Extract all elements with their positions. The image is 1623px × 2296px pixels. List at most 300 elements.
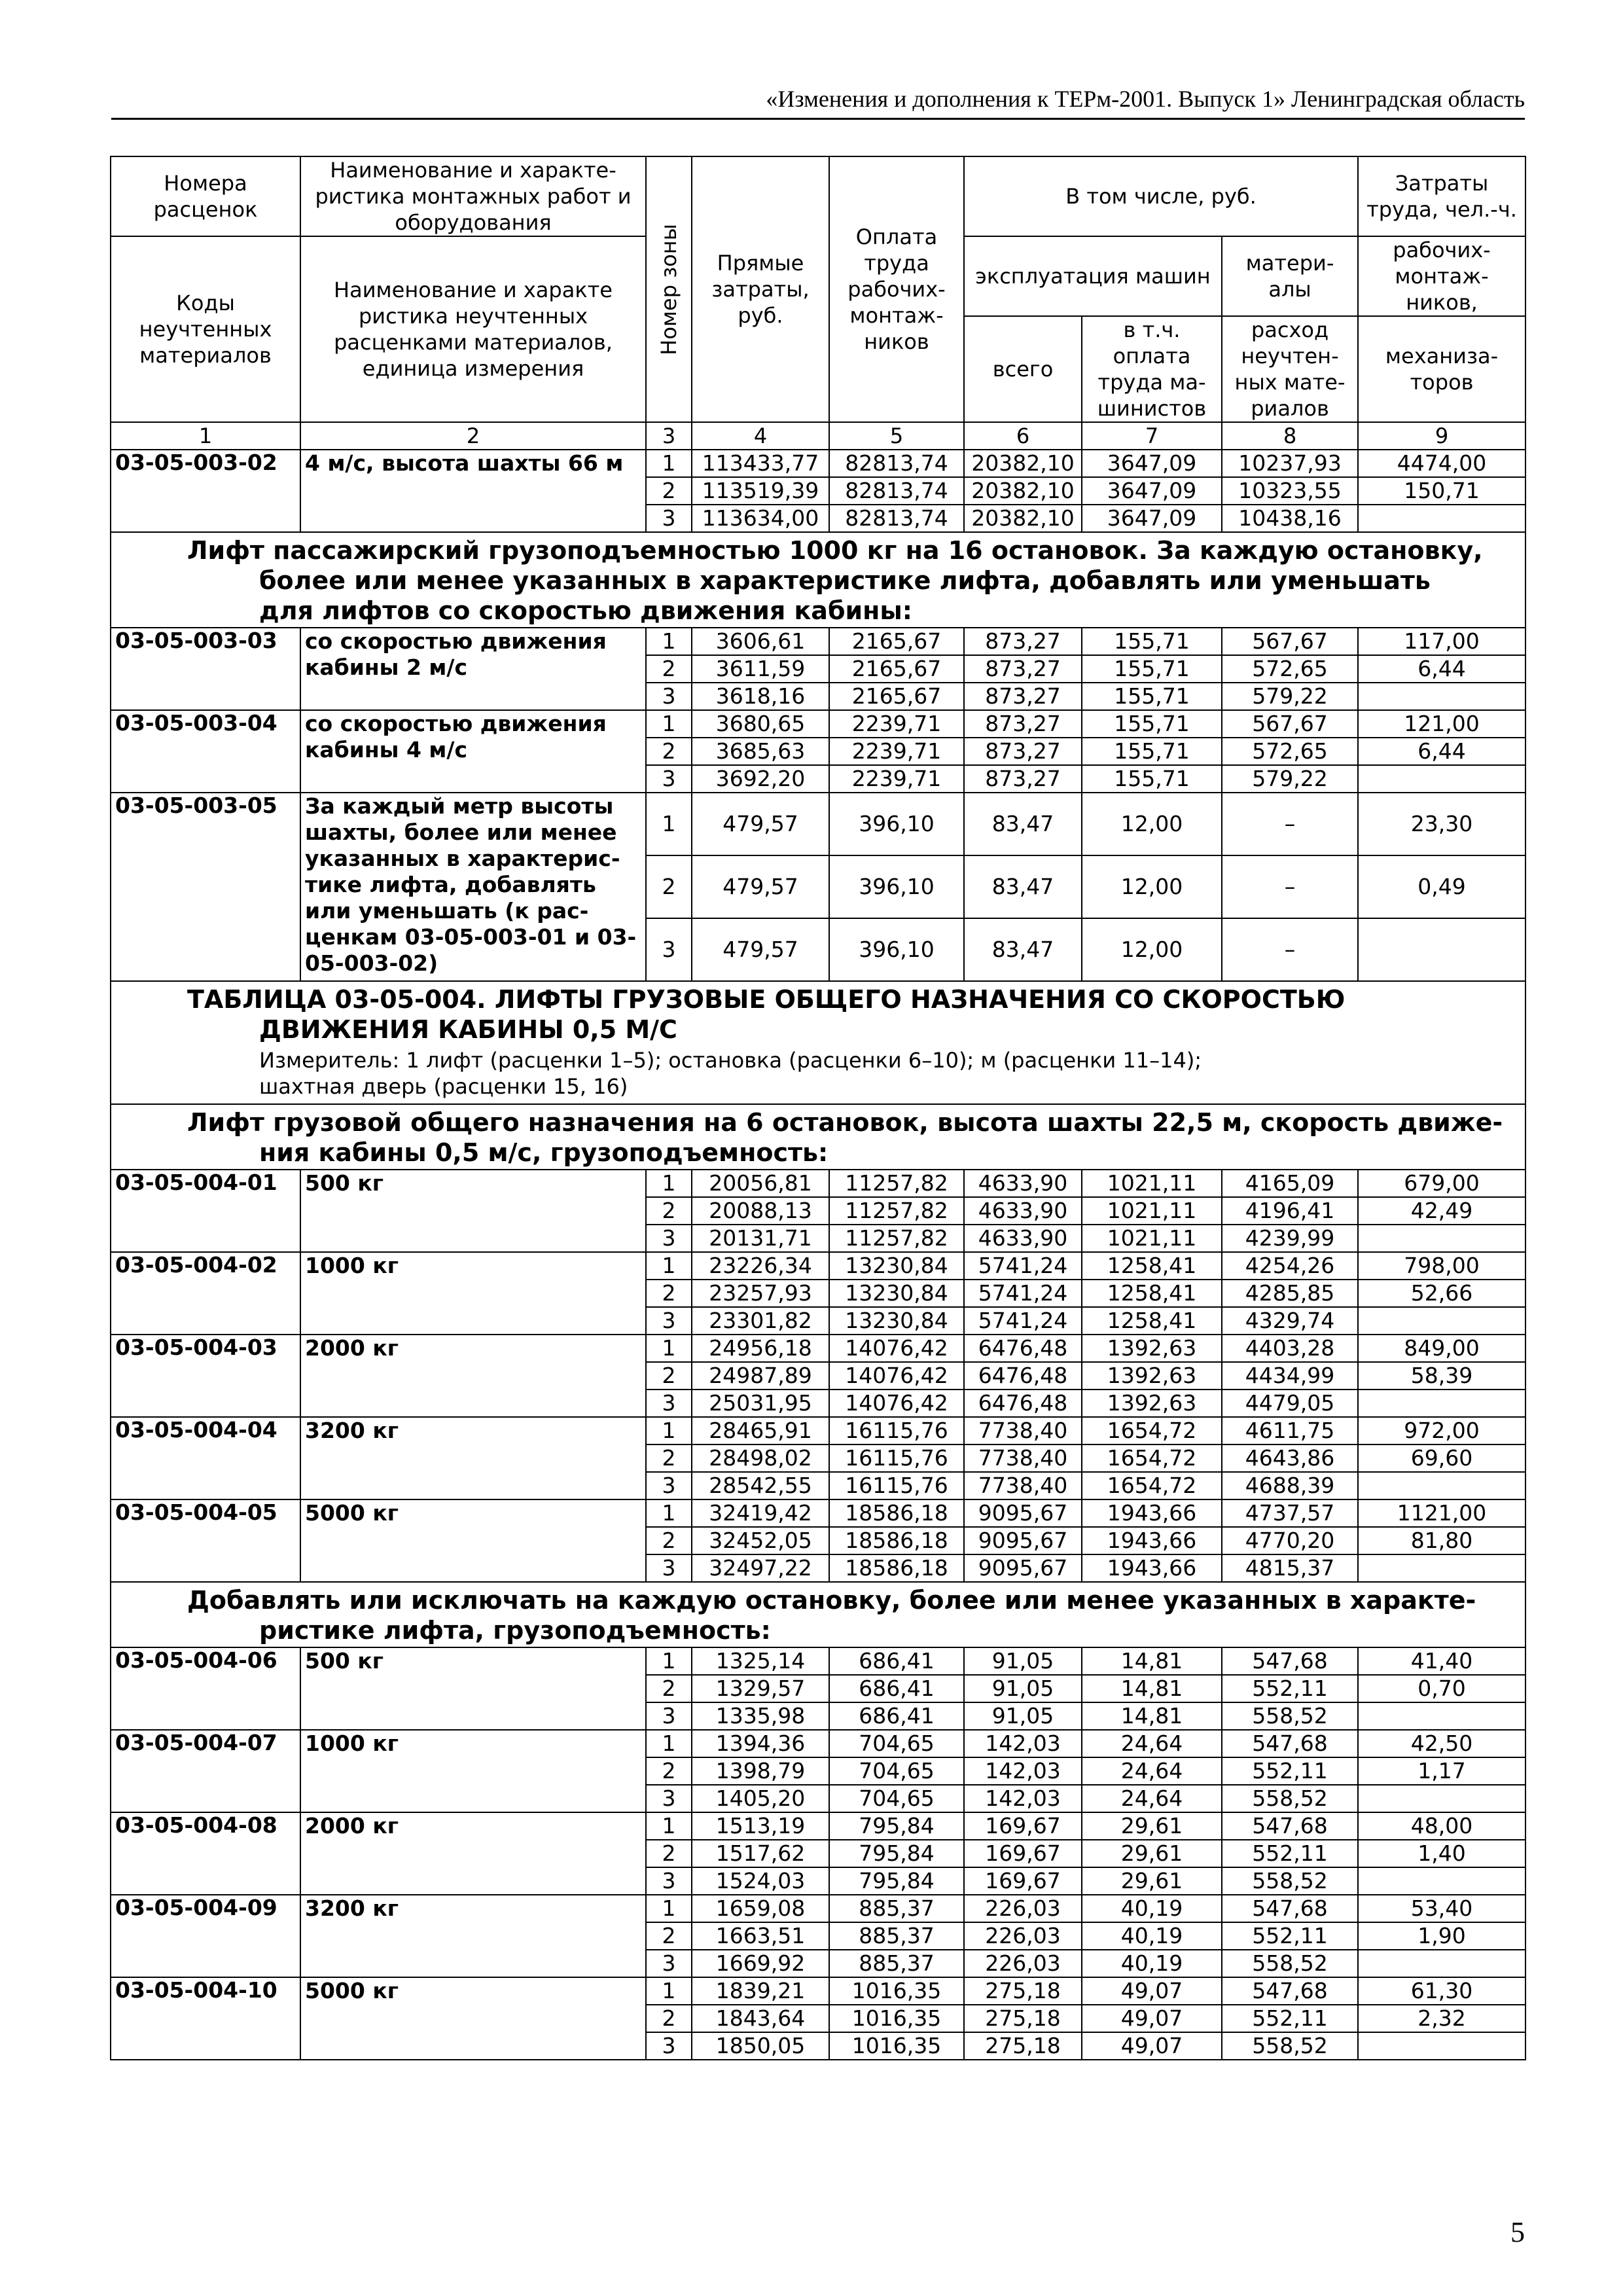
zone-number: 3 <box>646 1225 692 1252</box>
value-cell: 10237,93 <box>1222 450 1358 477</box>
value-cell: 14076,42 <box>829 1335 964 1362</box>
value-cell: 14076,42 <box>829 1362 964 1390</box>
value-cell: 155,71 <box>1082 738 1222 765</box>
value-cell: 16115,76 <box>829 1417 964 1444</box>
value-cell: 4434,99 <box>1222 1362 1358 1390</box>
header-direct: Прямые затраты, руб. <box>692 156 829 422</box>
value-cell: 1943,66 <box>1082 1499 1222 1527</box>
value-cell: 6,44 <box>1358 655 1525 683</box>
column-number: 3 <box>646 422 692 450</box>
value-cell: 1021,11 <box>1082 1197 1222 1225</box>
value-cell: 4285,85 <box>1222 1280 1358 1307</box>
value-cell: 1021,11 <box>1082 1170 1222 1197</box>
value-cell: 552,11 <box>1222 2005 1358 2032</box>
value-cell: 49,07 <box>1082 2032 1222 2060</box>
rate-name: 1000 кг <box>300 1252 646 1335</box>
table-row <box>111 1417 1525 1444</box>
value-cell: 795,84 <box>829 1867 964 1895</box>
rate-code: 03-05-004-05 <box>111 1499 300 1582</box>
value-cell: 2165,67 <box>829 683 964 710</box>
value-cell: 873,27 <box>964 683 1082 710</box>
value-cell: 1258,41 <box>1082 1280 1222 1307</box>
value-cell: 1850,05 <box>692 2032 829 2060</box>
value-cell: 20382,10 <box>964 450 1082 477</box>
header-materials: матери-алы <box>1222 236 1358 316</box>
value-cell: 155,71 <box>1082 655 1222 683</box>
value-cell: 4196,41 <box>1222 1197 1358 1225</box>
value-cell: 142,03 <box>964 1757 1082 1785</box>
value-cell <box>1358 1225 1525 1252</box>
rate-code: 03-05-004-08 <box>111 1812 300 1895</box>
section-line: ДВИЖЕНИЯ КАБИНЫ 0,5 М/С <box>259 1015 677 1044</box>
zone-number: 1 <box>646 793 692 855</box>
section-line: Лифт пассажирский грузоподъемностью 1000 кг на 16 остановок. За каждую остановку, <box>187 536 1483 565</box>
value-cell: 704,65 <box>829 1785 964 1812</box>
value-cell: 1392,63 <box>1082 1390 1222 1417</box>
value-cell: 226,03 <box>964 1950 1082 1977</box>
value-cell: 873,27 <box>964 765 1082 793</box>
value-cell: 49,07 <box>1082 1977 1222 2005</box>
value-cell: 32419,42 <box>692 1499 829 1527</box>
value-cell: 1398,79 <box>692 1757 829 1785</box>
value-cell: 795,84 <box>829 1812 964 1840</box>
value-cell: 4165,09 <box>1222 1170 1358 1197</box>
rate-code: 03-05-003-02 <box>111 450 300 532</box>
table-row <box>111 1170 1525 1197</box>
table-row <box>111 628 1525 655</box>
value-cell: 2239,71 <box>829 738 964 765</box>
rate-code: 03-05-004-04 <box>111 1417 300 1499</box>
zone-number: 3 <box>646 765 692 793</box>
section-line: Добавлять или исключать на каждую остановку, более или менее указанных в характе- <box>187 1586 1476 1615</box>
value-cell: 1654,72 <box>1082 1472 1222 1499</box>
value-cell: 226,03 <box>964 1922 1082 1950</box>
rate-name: За каждый метр высоты шахты, более или менее указанных в характерис-тике лифта, добавлять или уменьшать (к рас-ценкам 03-05-003-01 и 03-05-003-02) <box>300 793 646 981</box>
zone-number: 3 <box>646 1950 692 1977</box>
value-cell: 558,52 <box>1222 2032 1358 2060</box>
zone-number: 2 <box>646 1362 692 1390</box>
value-cell: 0,70 <box>1358 1675 1525 1702</box>
value-cell: 14,81 <box>1082 1647 1222 1675</box>
value-cell: 14,81 <box>1082 1675 1222 1702</box>
value-cell: 1943,66 <box>1082 1554 1222 1582</box>
value-cell: 24,64 <box>1082 1757 1222 1785</box>
value-cell: 83,47 <box>964 918 1082 981</box>
value-cell <box>1358 683 1525 710</box>
value-cell: 849,00 <box>1358 1335 1525 1362</box>
header-unaccounted: расход неучтен-ных мате-риалов <box>1222 316 1358 422</box>
column-number: 6 <box>964 422 1082 450</box>
value-cell: 798,00 <box>1358 1252 1525 1280</box>
table-row <box>111 1977 1525 2005</box>
value-cell: 1663,51 <box>692 1922 829 1950</box>
value-cell: 547,68 <box>1222 1977 1358 2005</box>
value-cell: 10438,16 <box>1222 505 1358 532</box>
header-wages: Оплата труда рабочих-монтаж-ников <box>829 156 964 422</box>
rate-name: со скоростью движения кабины 4 м/с <box>300 710 646 793</box>
rate-code: 03-05-004-06 <box>111 1647 300 1730</box>
value-cell: 1394,36 <box>692 1730 829 1757</box>
zone-number: 2 <box>646 1922 692 1950</box>
value-cell: 1,17 <box>1358 1757 1525 1785</box>
zone-label: Номер зоны <box>656 223 681 355</box>
value-cell: 0,49 <box>1358 855 1525 918</box>
value-cell: 121,00 <box>1358 710 1525 738</box>
header-codes: Номера расценок <box>111 156 300 236</box>
zone-number: 2 <box>646 1527 692 1554</box>
table-row <box>111 710 1525 738</box>
value-cell: 1654,72 <box>1082 1444 1222 1472</box>
value-cell: 4474,00 <box>1358 450 1525 477</box>
header-machines: эксплуатация машин <box>964 236 1222 316</box>
value-cell: 40,19 <box>1082 1922 1222 1950</box>
value-cell: 1,40 <box>1358 1840 1525 1867</box>
value-cell: 13230,84 <box>829 1252 964 1280</box>
table-row <box>111 1730 1525 1757</box>
header-labor: Затраты труда, чел.-ч. <box>1358 156 1525 236</box>
measure-unit-line: шахтная дверь (расценки 15, 16) <box>259 1074 628 1099</box>
value-cell: 81,80 <box>1358 1527 1525 1554</box>
value-cell: 155,71 <box>1082 765 1222 793</box>
rate-name: 3200 кг <box>300 1417 646 1499</box>
value-cell: 572,65 <box>1222 655 1358 683</box>
value-cell: 113519,39 <box>692 477 829 505</box>
value-cell: 4633,90 <box>964 1197 1082 1225</box>
value-cell: 4633,90 <box>964 1170 1082 1197</box>
value-cell: 2,32 <box>1358 2005 1525 2032</box>
table-row <box>111 1335 1525 1362</box>
section-line: ния кабины 0,5 м/с, грузоподъемность: <box>259 1138 829 1167</box>
value-cell: 24,64 <box>1082 1785 1222 1812</box>
value-cell: 686,41 <box>829 1647 964 1675</box>
zone-number: 1 <box>646 1499 692 1527</box>
value-cell: 113433,77 <box>692 450 829 477</box>
value-cell <box>1358 505 1525 532</box>
zone-number: 2 <box>646 1840 692 1867</box>
value-cell: 558,52 <box>1222 1785 1358 1812</box>
value-cell <box>1358 1702 1525 1730</box>
zone-number: 1 <box>646 628 692 655</box>
value-cell: 558,52 <box>1222 1702 1358 1730</box>
zone-number: 2 <box>646 1675 692 1702</box>
value-cell <box>1358 1867 1525 1895</box>
zone-number: 3 <box>646 1390 692 1417</box>
running-header: «Изменения и дополнения к ТЕРм-2001. Выпуск 1» Ленинградская область <box>111 85 1525 120</box>
rate-code: 03-05-004-09 <box>111 1895 300 1977</box>
value-cell: 1325,14 <box>692 1647 829 1675</box>
value-cell: 24987,89 <box>692 1362 829 1390</box>
value-cell: 795,84 <box>829 1840 964 1867</box>
value-cell <box>1358 1390 1525 1417</box>
rate-name: 5000 кг <box>300 1977 646 2060</box>
rate-code: 03-05-004-10 <box>111 1977 300 2060</box>
value-cell: 1943,66 <box>1082 1527 1222 1554</box>
value-cell: 547,68 <box>1222 1812 1358 1840</box>
value-cell <box>1358 2032 1525 2060</box>
value-cell: 40,19 <box>1082 1895 1222 1922</box>
value-cell: 82813,74 <box>829 450 964 477</box>
rate-name: 2000 кг <box>300 1812 646 1895</box>
value-cell: 4688,39 <box>1222 1472 1358 1499</box>
value-cell: 52,66 <box>1358 1280 1525 1307</box>
value-cell <box>1358 1307 1525 1335</box>
value-cell: 885,37 <box>829 1950 964 1977</box>
value-cell: 1517,62 <box>692 1840 829 1867</box>
header-zone <box>646 156 692 422</box>
zone-number: 3 <box>646 2032 692 2060</box>
value-cell <box>1358 1472 1525 1499</box>
zone-number: 1 <box>646 1170 692 1197</box>
value-cell: 1392,63 <box>1082 1335 1222 1362</box>
zone-number: 3 <box>646 1554 692 1582</box>
rate-code: 03-05-003-04 <box>111 710 300 793</box>
zone-number: 3 <box>646 1867 692 1895</box>
value-cell: 396,10 <box>829 918 964 981</box>
zone-number: 3 <box>646 1785 692 1812</box>
value-cell: 1669,92 <box>692 1950 829 1977</box>
value-cell: 9095,67 <box>964 1554 1082 1582</box>
header-mech: механиза-торов <box>1358 316 1525 422</box>
value-cell: 4643,86 <box>1222 1444 1358 1472</box>
value-cell: 226,03 <box>964 1895 1082 1922</box>
value-cell: 83,47 <box>964 793 1082 855</box>
rate-name: 5000 кг <box>300 1499 646 1582</box>
value-cell: 9095,67 <box>964 1499 1082 1527</box>
zone-number: 1 <box>646 1895 692 1922</box>
value-cell: 1839,21 <box>692 1977 829 2005</box>
value-cell: 42,50 <box>1358 1730 1525 1757</box>
section-line: более или менее указанных в характеристике лифта, добавлять или уменьшать <box>259 566 1431 595</box>
value-cell: 29,61 <box>1082 1867 1222 1895</box>
header-incl-wages: в т.ч. оплата труда ма-шинистов <box>1082 316 1222 422</box>
zone-number: 2 <box>646 1757 692 1785</box>
value-cell: 552,11 <box>1222 1757 1358 1785</box>
value-cell: 4329,74 <box>1222 1307 1358 1335</box>
zone-number: 3 <box>646 1472 692 1499</box>
value-cell: 1121,00 <box>1358 1499 1525 1527</box>
zone-number: 1 <box>646 1647 692 1675</box>
rate-code: 03-05-004-07 <box>111 1730 300 1812</box>
value-cell: 1021,11 <box>1082 1225 1222 1252</box>
section-heading <box>111 1104 1525 1170</box>
value-cell: 579,22 <box>1222 683 1358 710</box>
value-cell: 704,65 <box>829 1757 964 1785</box>
zone-number: 1 <box>646 1252 692 1280</box>
value-cell <box>1358 1950 1525 1977</box>
value-cell: 2239,71 <box>829 710 964 738</box>
value-cell: 6476,48 <box>964 1335 1082 1362</box>
value-cell: 29,61 <box>1082 1840 1222 1867</box>
zone-number: 2 <box>646 855 692 918</box>
value-cell: 686,41 <box>829 1702 964 1730</box>
value-cell: 4633,90 <box>964 1225 1082 1252</box>
value-cell: 6476,48 <box>964 1390 1082 1417</box>
value-cell: 885,37 <box>829 1922 964 1950</box>
value-cell: 1513,19 <box>692 1812 829 1840</box>
zone-number: 2 <box>646 655 692 683</box>
section-heading <box>111 532 1525 628</box>
page-number: 5 <box>1510 2216 1525 2248</box>
section-line: ТАБЛИЦА 03-05-004. ЛИФТЫ ГРУЗОВЫЕ ОБЩЕГО НАЗНАЧЕНИЯ СО СКОРОСТЬЮ <box>187 985 1346 1014</box>
value-cell: 1016,35 <box>829 2032 964 2060</box>
table-row <box>111 450 1525 477</box>
value-cell: 53,40 <box>1358 1895 1525 1922</box>
rate-code: 03-05-004-01 <box>111 1170 300 1252</box>
zone-number: 2 <box>646 2005 692 2032</box>
value-cell: 479,57 <box>692 855 829 918</box>
value-cell: 18586,18 <box>829 1554 964 1582</box>
value-cell: 4737,57 <box>1222 1499 1358 1527</box>
value-cell: 12,00 <box>1082 918 1222 981</box>
value-cell: 4815,37 <box>1222 1554 1358 1582</box>
zone-number: 3 <box>646 918 692 981</box>
zone-number: 3 <box>646 1702 692 1730</box>
rate-name: 2000 кг <box>300 1335 646 1417</box>
rate-code: 03-05-003-03 <box>111 628 300 710</box>
value-cell: 6,44 <box>1358 738 1525 765</box>
column-number: 5 <box>829 422 964 450</box>
zone-number: 2 <box>646 1280 692 1307</box>
zone-number: 2 <box>646 1197 692 1225</box>
value-cell: 113634,00 <box>692 505 829 532</box>
value-cell: 9095,67 <box>964 1527 1082 1554</box>
value-cell: 169,67 <box>964 1840 1082 1867</box>
value-cell: 91,05 <box>964 1702 1082 1730</box>
value-cell: 20088,13 <box>692 1197 829 1225</box>
value-cell: 91,05 <box>964 1675 1082 1702</box>
value-cell: 5741,24 <box>964 1280 1082 1307</box>
section-line: для лифтов со скоростью движения кабины: <box>259 596 912 625</box>
value-cell: – <box>1222 855 1358 918</box>
zone-number: 1 <box>646 710 692 738</box>
table-row <box>111 1647 1525 1675</box>
value-cell: 32497,22 <box>692 1554 829 1582</box>
value-cell: 558,52 <box>1222 1950 1358 1977</box>
value-cell: 1016,35 <box>829 2005 964 2032</box>
value-cell: 3647,09 <box>1082 450 1222 477</box>
value-cell: 83,47 <box>964 855 1082 918</box>
value-cell: 5741,24 <box>964 1307 1082 1335</box>
value-cell: 142,03 <box>964 1730 1082 1757</box>
value-cell: 25031,95 <box>692 1390 829 1417</box>
value-cell: 572,65 <box>1222 738 1358 765</box>
value-cell: 4770,20 <box>1222 1527 1358 1554</box>
zone-number: 1 <box>646 1812 692 1840</box>
value-cell: 3685,63 <box>692 738 829 765</box>
value-cell: 155,71 <box>1082 628 1222 655</box>
value-cell: 275,18 <box>964 2005 1082 2032</box>
value-cell: 28542,55 <box>692 1472 829 1499</box>
value-cell: – <box>1222 918 1358 981</box>
value-cell: 885,37 <box>829 1895 964 1922</box>
value-cell: 24,64 <box>1082 1730 1222 1757</box>
value-cell: 275,18 <box>964 2032 1082 2060</box>
table-row <box>111 793 1525 855</box>
value-cell: 547,68 <box>1222 1730 1358 1757</box>
value-cell: 48,00 <box>1358 1812 1525 1840</box>
value-cell: 23,30 <box>1358 793 1525 855</box>
header-workers: рабочих-монтаж-ников, <box>1358 236 1525 316</box>
rate-name: 1000 кг <box>300 1730 646 1812</box>
value-cell: 91,05 <box>964 1647 1082 1675</box>
zone-number: 1 <box>646 1335 692 1362</box>
value-cell: – <box>1222 793 1358 855</box>
value-cell: 2239,71 <box>829 765 964 793</box>
value-cell: 13230,84 <box>829 1307 964 1335</box>
header-name-sub: Наименование и характе ристика неучтенных расценками материалов, единица измерения <box>300 236 646 422</box>
value-cell: 552,11 <box>1222 1675 1358 1702</box>
value-cell: 972,00 <box>1358 1417 1525 1444</box>
value-cell: 567,67 <box>1222 710 1358 738</box>
value-cell: 479,57 <box>692 918 829 981</box>
rate-name: 500 кг <box>300 1170 646 1252</box>
value-cell: 4479,05 <box>1222 1390 1358 1417</box>
value-cell: 82813,74 <box>829 477 964 505</box>
value-cell: 1843,64 <box>692 2005 829 2032</box>
value-cell: 396,10 <box>829 855 964 918</box>
zone-number: 2 <box>646 1444 692 1472</box>
column-number: 4 <box>692 422 829 450</box>
value-cell: 6476,48 <box>964 1362 1082 1390</box>
value-cell: 11257,82 <box>829 1170 964 1197</box>
value-cell: 32452,05 <box>692 1527 829 1554</box>
zone-number: 3 <box>646 1307 692 1335</box>
value-cell: 11257,82 <box>829 1197 964 1225</box>
value-cell: 4254,26 <box>1222 1252 1358 1280</box>
value-cell: 169,67 <box>964 1812 1082 1840</box>
value-cell: 20382,10 <box>964 477 1082 505</box>
value-cell: 3647,09 <box>1082 505 1222 532</box>
value-cell: 40,19 <box>1082 1950 1222 1977</box>
value-cell: 20056,81 <box>692 1170 829 1197</box>
value-cell: 41,40 <box>1358 1647 1525 1675</box>
header-total: всего <box>964 316 1082 422</box>
zone-number: 2 <box>646 738 692 765</box>
value-cell: 13230,84 <box>829 1280 964 1307</box>
value-cell: 155,71 <box>1082 710 1222 738</box>
column-number: 7 <box>1082 422 1222 450</box>
measure-unit-line: Измеритель: 1 лифт (расценки 1–5); остановка (расценки 6–10); м (расценки 11–14); <box>259 1048 1202 1073</box>
value-cell: 479,57 <box>692 793 829 855</box>
value-cell: 61,30 <box>1358 1977 1525 2005</box>
value-cell: 20382,10 <box>964 505 1082 532</box>
value-cell: 23301,82 <box>692 1307 829 1335</box>
zone-number: 1 <box>646 1417 692 1444</box>
value-cell: 58,39 <box>1358 1362 1525 1390</box>
value-cell: 873,27 <box>964 655 1082 683</box>
value-cell: 69,60 <box>1358 1444 1525 1472</box>
value-cell: 704,65 <box>829 1730 964 1757</box>
value-cell <box>1358 1554 1525 1582</box>
column-number: 8 <box>1222 422 1358 450</box>
value-cell <box>1358 918 1525 981</box>
header-incl: В том числе, руб. <box>964 156 1358 236</box>
table-row <box>111 1812 1525 1840</box>
value-cell: 3606,61 <box>692 628 829 655</box>
value-cell: 873,27 <box>964 710 1082 738</box>
value-cell: 3680,65 <box>692 710 829 738</box>
value-cell: 20131,71 <box>692 1225 829 1252</box>
rate-name: 3200 кг <box>300 1895 646 1977</box>
section-heading <box>111 1582 1525 1647</box>
value-cell: 679,00 <box>1358 1170 1525 1197</box>
section-line: Лифт грузовой общего назначения на 6 остановок, высота шахты 22,5 м, скорость движе- <box>187 1108 1503 1137</box>
value-cell: 1335,98 <box>692 1702 829 1730</box>
value-cell: 275,18 <box>964 1977 1082 2005</box>
value-cell: 14076,42 <box>829 1390 964 1417</box>
value-cell: 1016,35 <box>829 1977 964 2005</box>
value-cell: 82813,74 <box>829 505 964 532</box>
